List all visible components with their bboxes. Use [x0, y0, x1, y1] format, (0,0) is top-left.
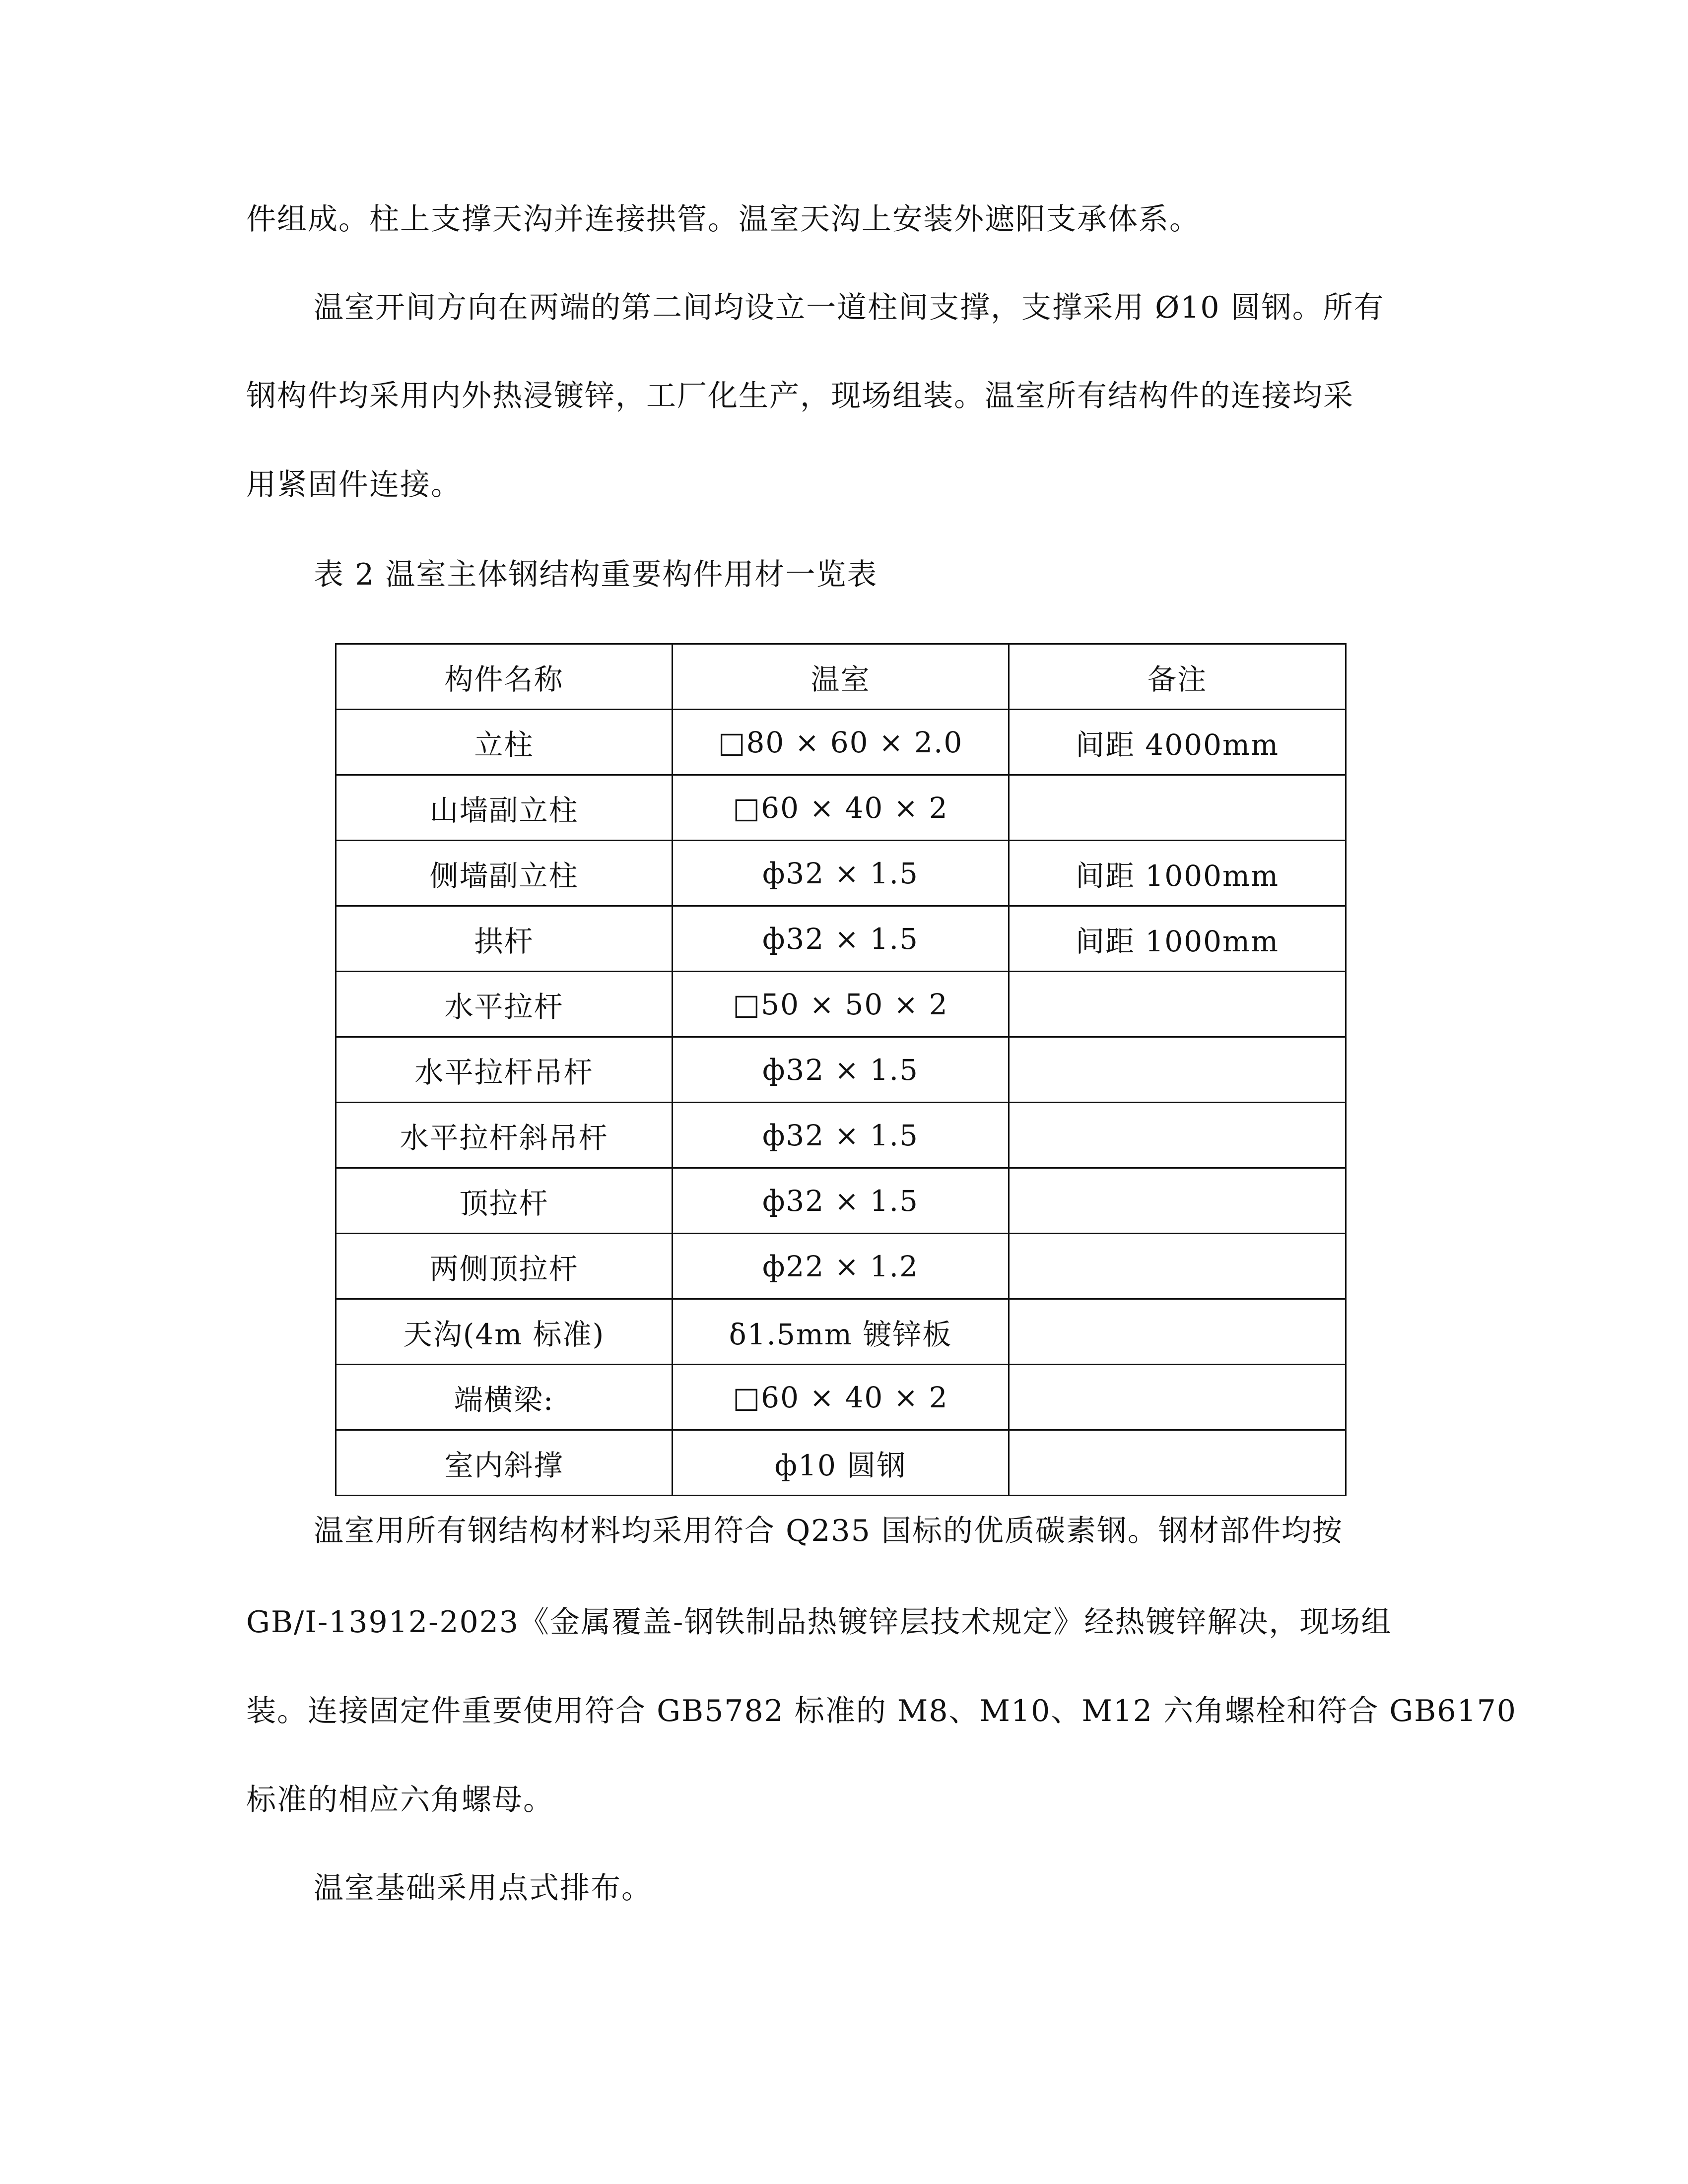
table-row: [336, 1103, 1346, 1168]
table-row: [336, 972, 1346, 1037]
cell-spec: ф32 × 1.5: [673, 1037, 1009, 1103]
cell-spec: δ1.5mm 镀锌板: [673, 1299, 1009, 1365]
table-row: [336, 1037, 1346, 1103]
cell-remark: [1009, 775, 1346, 841]
cell-component: 两侧顶拉杆: [336, 1234, 673, 1299]
cell-spec: ф32 × 1.5: [673, 906, 1009, 972]
cell-spec: □60 × 40 × 2: [673, 1365, 1009, 1430]
table-header-row: [336, 644, 1346, 710]
cell-spec: □60 × 40 × 2: [673, 775, 1009, 841]
header-remarks: 备注: [1009, 644, 1346, 710]
cell-remark: [1009, 1103, 1346, 1168]
cell-component: 侧墙副立柱: [336, 841, 673, 906]
paragraph-bottom-line-3: 装。连接固定件重要使用符合 GB5782 标准的 M8、M10、M12 六角螺栓和符合 GB6170: [246, 1694, 1517, 1728]
cell-remark: [1009, 1365, 1346, 1430]
cell-remark: [1009, 1168, 1346, 1234]
cell-component: 山墙副立柱: [336, 775, 673, 841]
cell-remark: [1009, 1299, 1346, 1365]
cell-component: 天沟(4m 标准): [336, 1299, 673, 1365]
cell-remark: [1009, 1037, 1346, 1103]
cell-remark: [1009, 1430, 1346, 1496]
cell-component: 水平拉杆斜吊杆: [336, 1103, 673, 1168]
table-row: [336, 1234, 1346, 1299]
table-caption: 表 2 温室主体钢结构重要构件用材一览表: [314, 557, 878, 592]
cell-spec: □50 × 50 × 2: [673, 972, 1009, 1037]
cell-spec: ф10 圆钢: [673, 1430, 1009, 1496]
cell-spec: □80 × 60 × 2.0: [673, 710, 1009, 775]
header-component-name: 构件名称: [336, 644, 673, 710]
cell-remark: [1009, 1234, 1346, 1299]
table-row: [336, 1168, 1346, 1234]
paragraph-bottom-line-4: 标准的相应六角螺母。: [246, 1783, 554, 1817]
paragraph-top-line-1: 件组成。柱上支撑天沟并连接拱管。温室天沟上安装外遮阳支承体系。: [246, 202, 1200, 237]
cell-component: 拱杆: [336, 906, 673, 972]
table-row: [336, 1365, 1346, 1430]
table-row: [336, 1299, 1346, 1365]
cell-spec: ф22 × 1.2: [673, 1234, 1009, 1299]
cell-spec: ф32 × 1.5: [673, 841, 1009, 906]
paragraph-top-line-2: 温室开间方向在两端的第二间均设立一道柱间支撑，支撑采用 Ø10 圆钢。所有: [314, 290, 1385, 325]
table-row: [336, 841, 1346, 906]
cell-component: 水平拉杆: [336, 972, 673, 1037]
cell-component: 立柱: [336, 710, 673, 775]
cell-spec: ф32 × 1.5: [673, 1103, 1009, 1168]
cell-remark: [1009, 972, 1346, 1037]
paragraph-last: 温室基础采用点式排布。: [314, 1871, 652, 1906]
materials-table: [335, 643, 1347, 1496]
header-greenhouse: 温室: [673, 644, 1009, 710]
cell-spec: ф32 × 1.5: [673, 1168, 1009, 1234]
cell-component: 水平拉杆吊杆: [336, 1037, 673, 1103]
paragraph-bottom-line-1: 温室用所有钢结构材料均采用符合 Q235 国标的优质碳素钢。钢材部件均按: [314, 1514, 1343, 1548]
table-row: [336, 906, 1346, 972]
table-row: [336, 775, 1346, 841]
cell-remark: 间距 1000mm: [1009, 841, 1346, 906]
cell-component: 顶拉杆: [336, 1168, 673, 1234]
table-row: [336, 1430, 1346, 1496]
table-row: [336, 710, 1346, 775]
paragraph-bottom-line-2: GB/I-13912-2023《金属覆盖-钢铁制品热镀锌层技术规定》经热镀锌解决，现场组: [246, 1605, 1392, 1640]
paragraph-top-line-4: 用紧固件连接。: [246, 467, 462, 502]
cell-remark: 间距 1000mm: [1009, 906, 1346, 972]
cell-component: 端横梁:: [336, 1365, 673, 1430]
paragraph-top-line-3: 钢构件均采用内外热浸镀锌，工厂化生产，现场组装。温室所有结构件的连接均采: [246, 379, 1354, 413]
cell-remark: 间距 4000mm: [1009, 710, 1346, 775]
cell-component: 室内斜撑: [336, 1430, 673, 1496]
